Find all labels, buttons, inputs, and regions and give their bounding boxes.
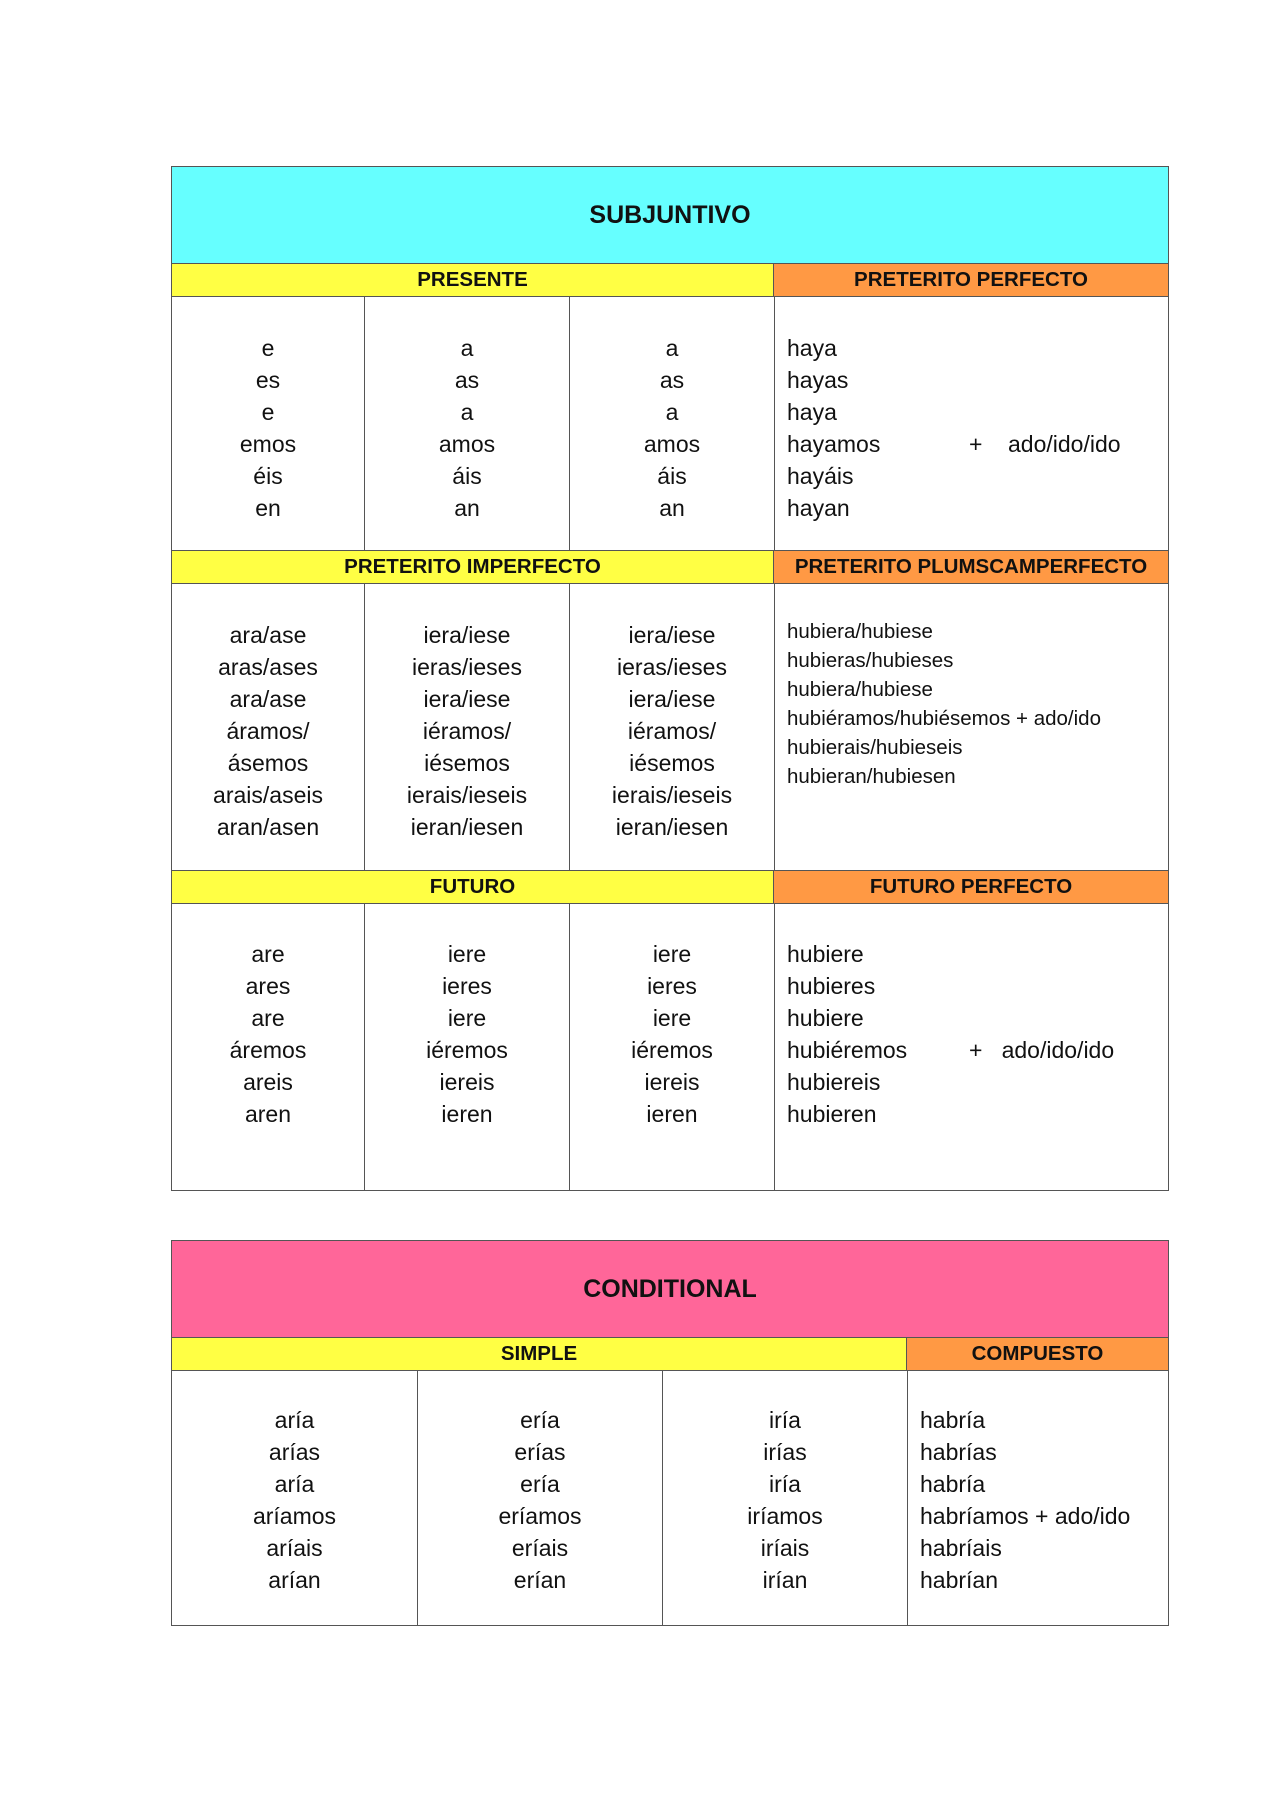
conjugation-ending: hubiera/hubiese [787, 620, 933, 643]
conjugation-ending: iéremos [631, 1037, 713, 1063]
conjugation-ending: aríamos [252, 1503, 337, 1529]
conjugation-ending: iéremos [426, 1037, 508, 1063]
futuro-header-row [172, 871, 1168, 904]
auxiliary-line [787, 428, 1168, 460]
conjugation-ending: ería [520, 1471, 560, 1497]
imperfecto-header-row [172, 551, 1168, 584]
conjugation-ending: emos [239, 431, 297, 457]
conjugation-ending: aras/ases [218, 654, 318, 680]
preterito-perfecto-col [774, 297, 1168, 550]
conjugation-ending: iera/iese [423, 622, 511, 648]
conjugation-ending: are [251, 1005, 285, 1031]
conjugation-ending: iera/iese [628, 622, 716, 648]
conjugation-ending: ara/ase [229, 622, 307, 648]
auxiliary-verb: hubiere [787, 1005, 864, 1031]
conjugation-ending: habríais [920, 1535, 1002, 1561]
conjugation-ending: habríamos + ado/ido [920, 1503, 1131, 1529]
subjuntivo-table [171, 166, 1169, 1191]
auxiliary-verb: haya [787, 399, 837, 425]
imperfecto-col-3 [569, 584, 774, 870]
conjugation-ending: iéramos/ [422, 718, 512, 744]
presente-col-2 [364, 297, 569, 550]
conjugation-ending: iere [447, 941, 487, 967]
futuro-col-2 [364, 904, 569, 1190]
conjugation-ending: iere [652, 941, 692, 967]
conjugation-ending: áis [657, 463, 687, 489]
imperfecto-col-2 [364, 584, 569, 870]
conjugation-ending: iésemos [424, 750, 510, 776]
simple-col-3 [662, 1371, 907, 1625]
conjugation-ending: ieran/iesen [410, 814, 524, 840]
conjugation-ending: erían [513, 1567, 567, 1593]
conjugation-ending: an [659, 495, 685, 521]
conjugation-ending: ieres [442, 973, 492, 999]
conjugation-ending: iereis [644, 1069, 700, 1095]
auxiliary-line [787, 1098, 1168, 1130]
conjugation-ending: habría [920, 1471, 986, 1497]
conjugation-ending: as [659, 367, 685, 393]
imperfecto-col-1 [172, 584, 364, 870]
conjugation-ending: a [665, 399, 679, 425]
conjugation-ending: hubieran/hubiesen [787, 765, 956, 788]
futuro-perfecto-col [774, 904, 1168, 1190]
presente-col-3 [569, 297, 774, 550]
conjugation-ending: ares [245, 973, 291, 999]
conjugation-ending: hubiéramos/hubiésemos + ado/ido [787, 707, 1101, 730]
conjugation-ending: erías [514, 1439, 566, 1465]
compuesto-header: COMPUESTO [906, 1338, 1168, 1370]
conjugation-ending: aran/asen [216, 814, 320, 840]
conjugation-ending: eríais [511, 1535, 569, 1561]
conjugation-ending: arías [268, 1439, 321, 1465]
conjugation-ending: irías [763, 1439, 807, 1465]
conjugation-ending: ierais/ieseis [406, 782, 528, 808]
conjugation-ending: ieren [646, 1101, 698, 1127]
futuro-header: FUTURO [172, 871, 773, 903]
conjugation-ending: aría [274, 1407, 315, 1433]
conjugation-ending: iereis [439, 1069, 495, 1095]
auxiliary-verb: hayas [787, 367, 849, 393]
conjugation-ending: ería [520, 1407, 560, 1433]
preterito-perfecto-header: PRETERITO PERFECTO [773, 264, 1168, 296]
conjugation-ending: iera/iese [628, 686, 716, 712]
conjugation-ending: aren [244, 1101, 292, 1127]
conjugation-ending: áis [452, 463, 482, 489]
pluscuamperfecto-col [774, 584, 1168, 870]
conjugation-ending: ieran/iesen [615, 814, 729, 840]
auxiliary-line [787, 364, 1168, 396]
simple-header: SIMPLE [172, 1338, 906, 1370]
subjuntivo-title: SUBJUNTIVO [172, 167, 1168, 264]
auxiliary-line [787, 1066, 1168, 1098]
conjugation-ending: ieras/ieses [412, 654, 522, 680]
conditional-row [172, 1371, 1168, 1625]
conjugation-ending: arais/aseis [213, 782, 323, 808]
conjugation-ending: as [454, 367, 480, 393]
conjugation-ending: habrías [920, 1439, 997, 1465]
conjugation-ending: iéramos/ [627, 718, 717, 744]
futuro-col-3 [569, 904, 774, 1190]
conjugation-ending: an [454, 495, 480, 521]
conjugation-ending: habría [920, 1407, 986, 1433]
auxiliary-line [787, 332, 1168, 364]
presente-header: PRESENTE [172, 264, 773, 296]
auxiliary-line [787, 460, 1168, 492]
conjugation-ending: áremos [229, 1037, 307, 1063]
conjugation-ending: amos [438, 431, 496, 457]
conjugation-ending: aríais [266, 1535, 323, 1561]
auxiliary-verb: hubieren [787, 1101, 877, 1127]
conjugation-ending: iere [652, 1005, 692, 1031]
auxiliary-line [787, 970, 1168, 1002]
simple-col-2 [417, 1371, 662, 1625]
conjugation-ending: hubierais/hubieseis [787, 736, 963, 759]
participle-suffix: + ado/ido/ido [969, 1037, 1115, 1063]
conjugation-ending: iría [769, 1407, 801, 1433]
auxiliary-verb: hubiereis [787, 1069, 881, 1095]
imperfecto-row [172, 584, 1168, 871]
conjugation-ending: are [251, 941, 285, 967]
preterito-pluscuamperfecto-header: PRETERITO PLUMSCAMPERFECTO [773, 551, 1168, 583]
conjugation-ending: ásemos [227, 750, 309, 776]
futuro-row [172, 904, 1168, 1190]
conjugation-ending: iríamos [747, 1503, 823, 1529]
auxiliary-verb: hayamos [787, 431, 881, 457]
conjugation-ending: ierais/ieseis [611, 782, 733, 808]
conditional-title: CONDITIONAL [172, 1241, 1168, 1338]
auxiliary-line [787, 492, 1168, 524]
auxiliary-verb: hubieres [787, 973, 876, 999]
preterito-imperfecto-header: PRETERITO IMPERFECTO [172, 551, 773, 583]
conjugation-ending: areis [243, 1069, 293, 1095]
conjugation-ending: a [460, 335, 474, 361]
conjugation-ending: irían [762, 1567, 808, 1593]
auxiliary-line [787, 1034, 1168, 1066]
simple-col-1 [172, 1371, 417, 1625]
conjugation-ending: hubieras/hubieses [787, 649, 954, 672]
conjugation-ending: a [460, 399, 474, 425]
presente-header-row [172, 264, 1168, 297]
conjugation-ending: áramos/ [226, 718, 310, 744]
auxiliary-verb: hayáis [787, 463, 854, 489]
futuro-col-1 [172, 904, 364, 1190]
conjugation-ending: e [261, 399, 275, 425]
conjugation-ending: iría [769, 1471, 801, 1497]
conjugation-ending: e [261, 335, 275, 361]
auxiliary-verb: hubiéremos [787, 1037, 908, 1063]
participle-suffix: + ado/ido/ido [969, 431, 1121, 457]
auxiliary-verb: haya [787, 335, 837, 361]
conjugation-ending: es [255, 367, 281, 393]
conjugation-ending: ieres [647, 973, 697, 999]
conjugation-ending: éis [253, 463, 283, 489]
conjugation-ending: hubiera/hubiese [787, 678, 933, 701]
futuro-perfecto-header: FUTURO PERFECTO [773, 871, 1168, 903]
conjugation-ending: ieras/ieses [617, 654, 727, 680]
presente-row [172, 297, 1168, 551]
conjugation-ending: arían [268, 1567, 321, 1593]
conjugation-ending: iésemos [629, 750, 715, 776]
conjugation-ending: habrían [920, 1567, 999, 1593]
conditional-header-row [172, 1338, 1168, 1371]
auxiliary-line [787, 938, 1168, 970]
conjugation-ending: ara/ase [229, 686, 307, 712]
conjugation-ending: iera/iese [423, 686, 511, 712]
conjugation-ending: iere [447, 1005, 487, 1031]
presente-col-1 [172, 297, 364, 550]
conditional-table [171, 1240, 1169, 1626]
auxiliary-verb: hubiere [787, 941, 864, 967]
auxiliary-line [787, 1002, 1168, 1034]
conjugation-ending: eríamos [498, 1503, 582, 1529]
conjugation-ending: iríais [760, 1535, 810, 1561]
auxiliary-verb: hayan [787, 495, 850, 521]
conjugation-ending: a [665, 335, 679, 361]
conjugation-ending: en [255, 495, 281, 521]
conjugation-ending: ieren [441, 1101, 493, 1127]
conjugation-ending: aría [274, 1471, 315, 1497]
compuesto-col [907, 1371, 1168, 1625]
conjugation-ending: amos [643, 431, 701, 457]
auxiliary-line [787, 396, 1168, 428]
